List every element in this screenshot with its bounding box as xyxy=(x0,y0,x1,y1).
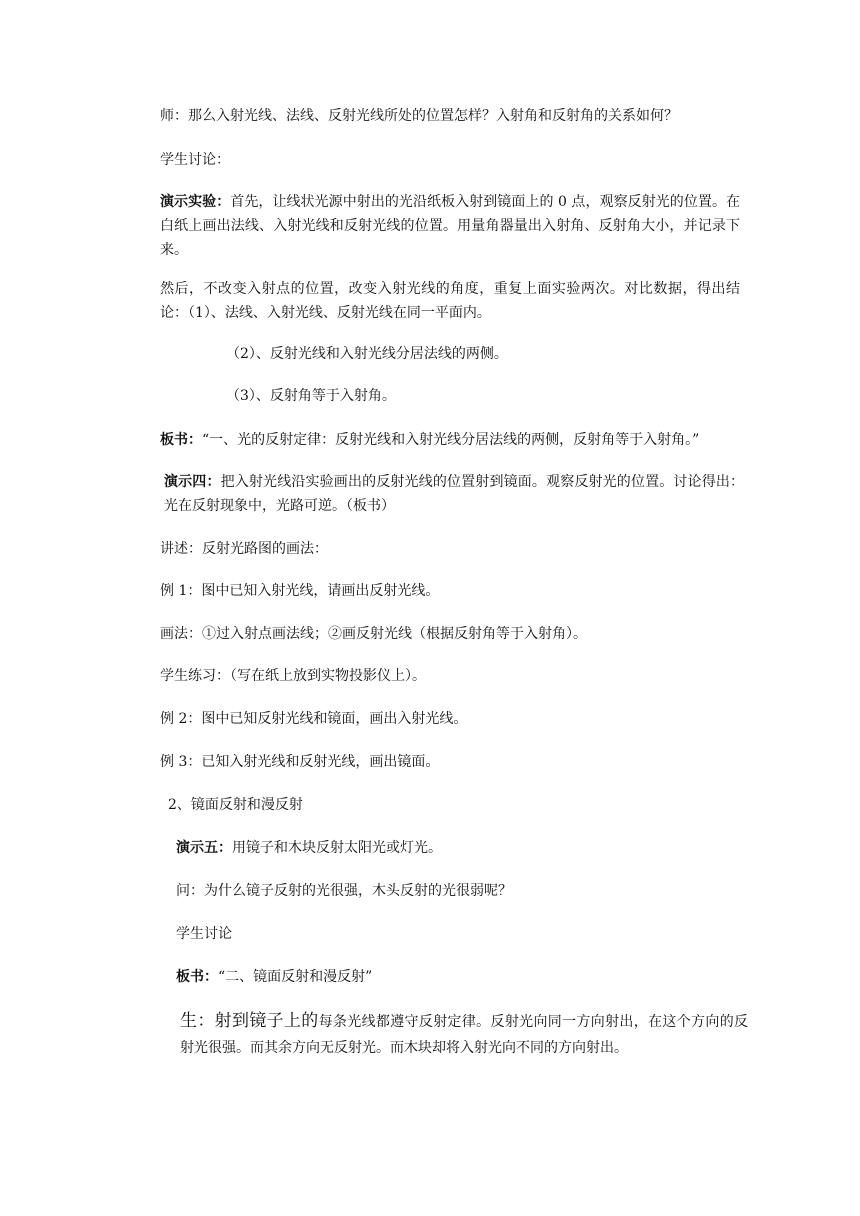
paragraph-question xyxy=(176,879,746,903)
bold-label: 演示四： xyxy=(164,474,221,490)
paragraph-text: 例 1：图中已知入射光线，请画出反射光线。 xyxy=(160,583,440,599)
paragraph-text: 画法：①过入射点画法线；②画反射光线（根据反射角等于入射角）。 xyxy=(160,626,587,642)
paragraph-text: 2、镜面反射和漫反射 xyxy=(168,797,303,813)
paragraph-board-mirror xyxy=(176,965,746,989)
paragraph-text: 首先，让线状光源中射出的光沿纸板入射到镜面上的 0 点，观察反射光的位置。在白纸上画出法线、入射光线和反射光线的位置。用量角器量出入射角、反射角大小，并记录下来。 xyxy=(160,194,741,258)
paragraph-lecture xyxy=(160,537,740,561)
bold-label: 板书： xyxy=(176,969,218,985)
paragraph-lead-text: 生：射到镜子上的 xyxy=(180,1011,319,1031)
bold-label: 板书： xyxy=(160,432,202,448)
paragraph-example-3 xyxy=(160,750,740,774)
paragraph-text: （3）、反射角等于入射角。 xyxy=(226,388,396,404)
paragraph-text: 讲述：反射光路图的画法： xyxy=(160,541,328,557)
paragraph-text: 学生练习：（写在纸上放到实物投影仪上）。 xyxy=(160,668,426,684)
paragraph-text: 把入射光线沿实验画出的反射光线的位置射到镜面。观察反射光的位置。讨论得出：光在反射现象中，光路可逆。（板书） xyxy=(164,474,745,514)
paragraph-text: 学生讨论 xyxy=(176,926,232,942)
bold-label: 演示五： xyxy=(176,840,232,856)
paragraph-text: 用镜子和木块反射太阳光或灯光。 xyxy=(232,840,442,856)
paragraph-text: “一、光的反射定律：反射光线和入射光线分居法线的两侧，反射角等于入射角。” xyxy=(202,432,700,448)
paragraph-student-discussion-2 xyxy=(176,922,746,946)
paragraph-conclusion-3 xyxy=(226,384,726,408)
paragraph-conclusion-2 xyxy=(226,342,726,366)
paragraph-text: 师：那么入射光线、法线、反射光线所处的位置怎样？入射角和反射角的关系如何？ xyxy=(160,108,678,124)
paragraph-text: 然后，不改变入射点的位置，改变入射光线的角度，重复上面实验两次。对比数据，得出结论：（1）、法线、入射光线、反射光线在同一平面内。 xyxy=(160,281,740,321)
paragraph-text: “二、镜面反射和漫反射” xyxy=(218,969,373,985)
paragraph-demo-experiment xyxy=(160,190,740,262)
section-heading-mirror-diffuse xyxy=(168,793,748,817)
paragraph-teacher-question xyxy=(160,104,740,128)
paragraph-drawing-method xyxy=(160,622,740,646)
paragraph-demo-four xyxy=(164,470,744,518)
paragraph-text: 问：为什么镜子反射的光很强，木头反射的光很弱呢？ xyxy=(176,883,512,899)
paragraph-text: 学生讨论： xyxy=(160,152,230,168)
paragraph-text: 例 3：已知入射光线和反射光线，画出镜面。 xyxy=(160,754,440,770)
paragraph-example-2 xyxy=(160,707,740,731)
bold-label: 演示实验： xyxy=(160,194,231,210)
paragraph-demo-five xyxy=(176,836,746,860)
paragraph-board-law xyxy=(160,428,740,452)
paragraph-student-discussion xyxy=(160,148,740,172)
paragraph-conclusion-1 xyxy=(160,277,740,325)
paragraph-example-1 xyxy=(160,579,740,603)
paragraph-student-answer xyxy=(180,1008,748,1061)
paragraph-student-practice xyxy=(160,664,740,688)
paragraph-text: 每条光线都遵守反射定律。反射光向同一方向射出，在这个方向的反射光很强。而其余方向无反射光。而木块却将入射光向不同的方向射出。 xyxy=(180,1014,749,1056)
paragraph-text: 例 2：图中已知反射光线和镜面，画出入射光线。 xyxy=(160,711,468,727)
paragraph-text: （2）、反射光线和入射光线分居法线的两侧。 xyxy=(226,346,508,362)
